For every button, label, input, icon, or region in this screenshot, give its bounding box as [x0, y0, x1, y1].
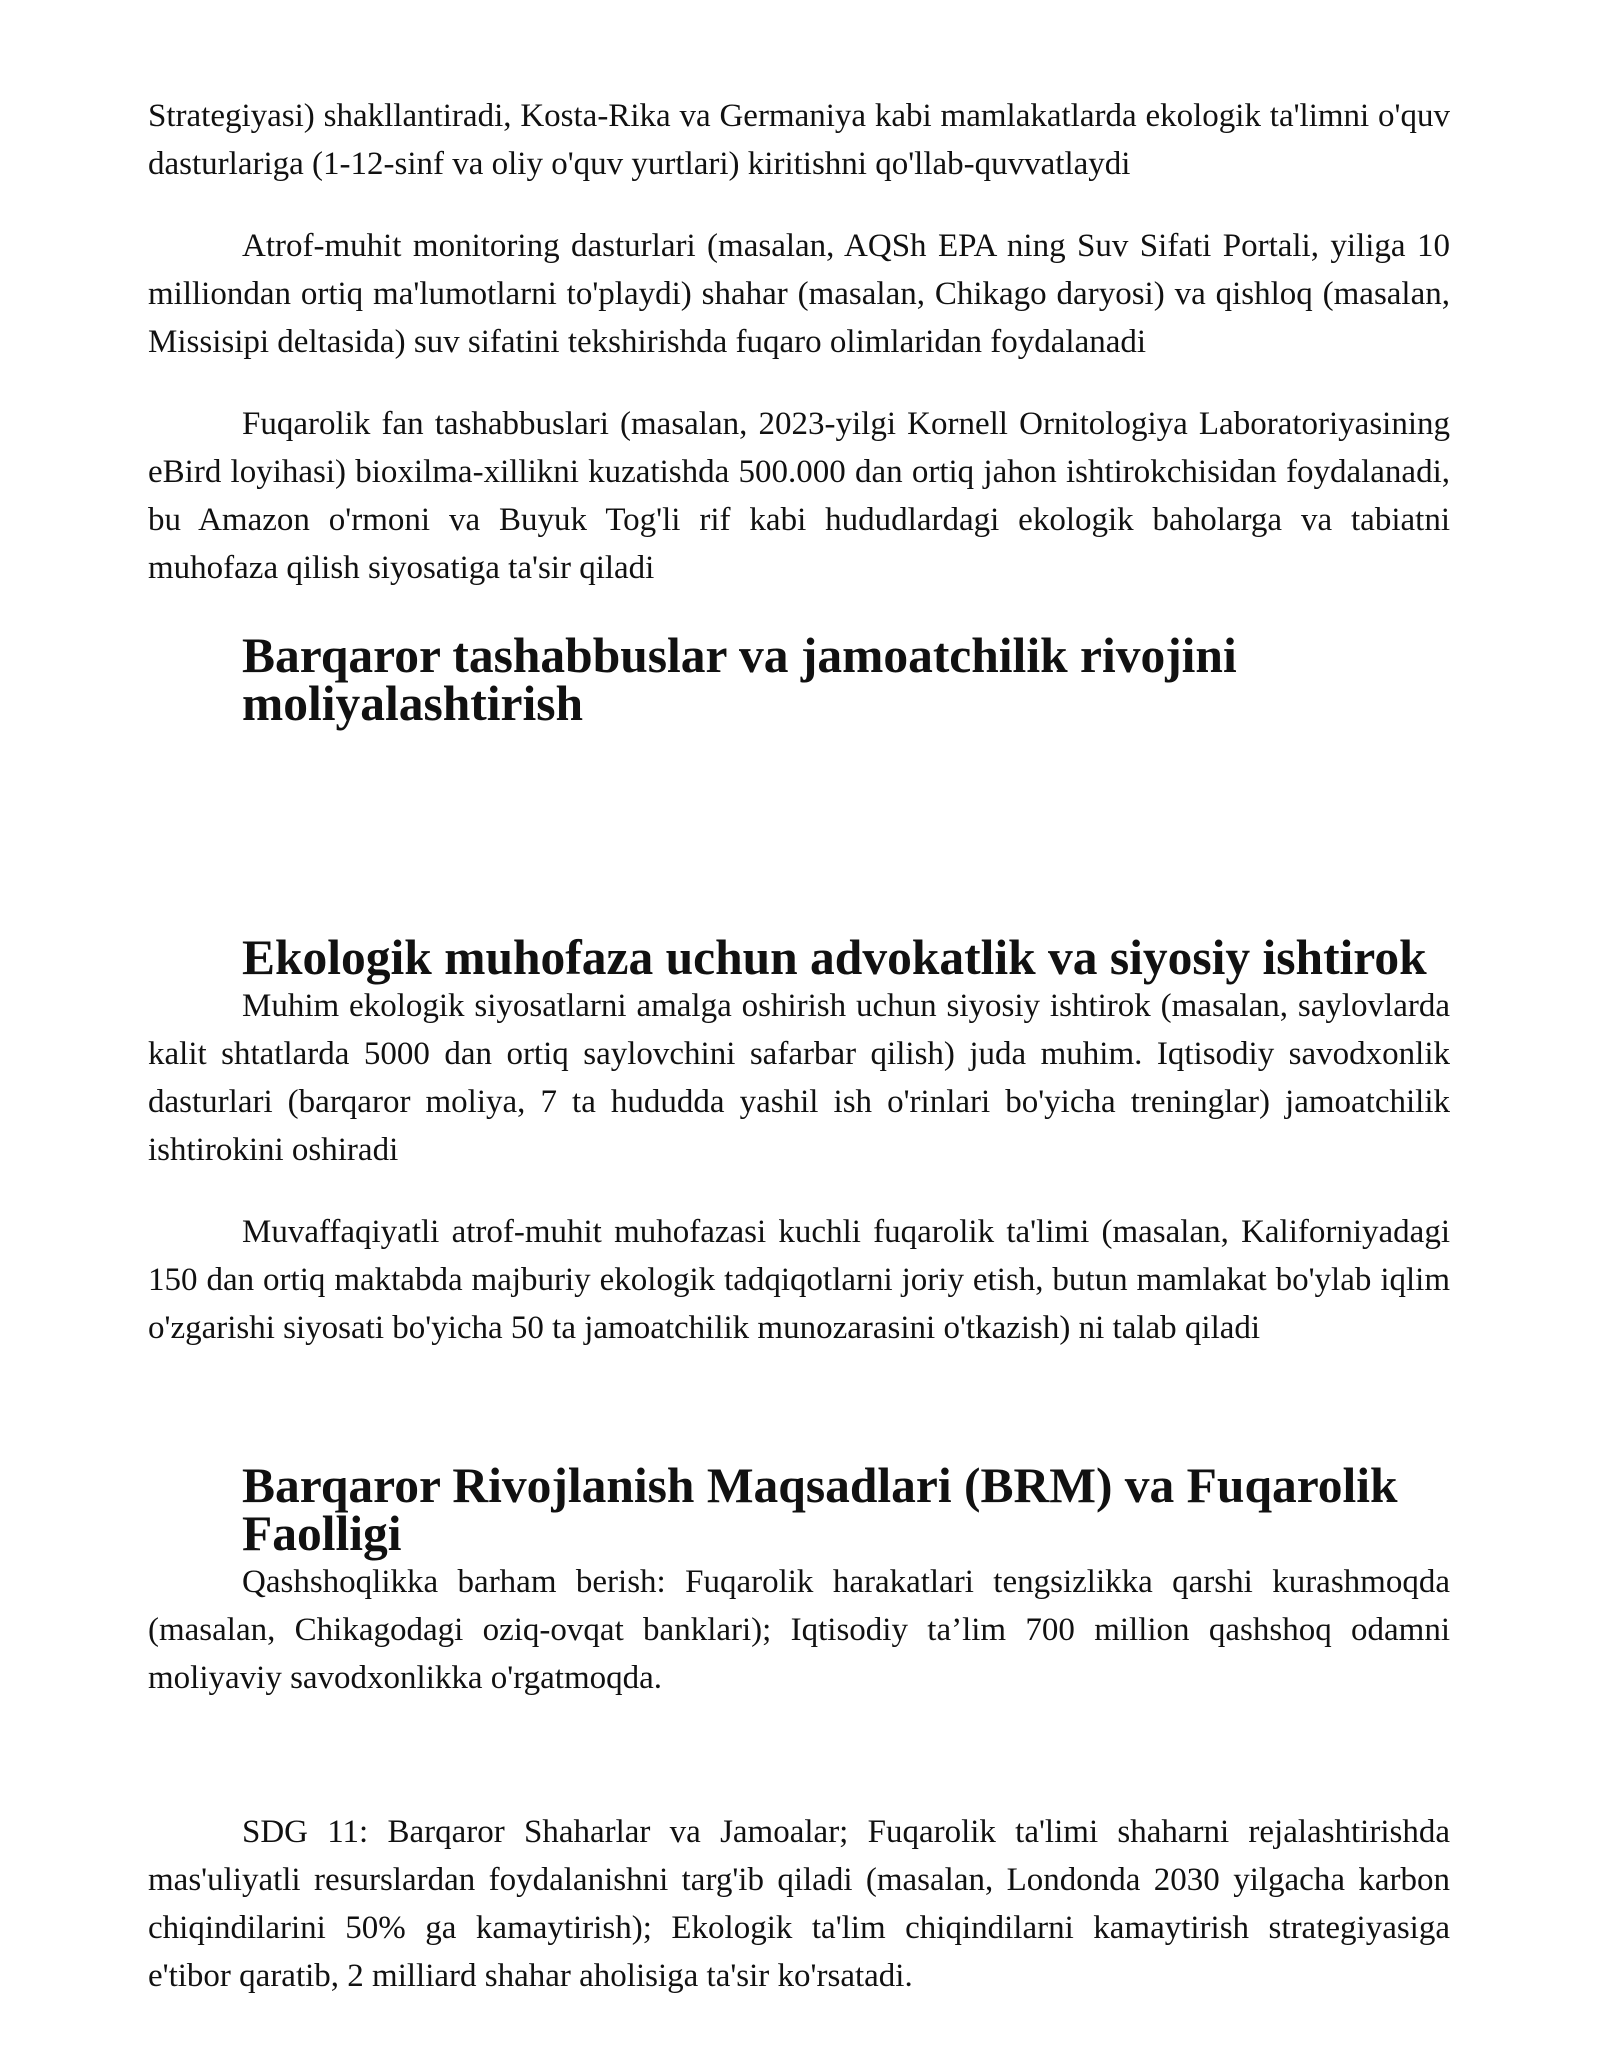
- paragraph-citizen-science: Fuqarolik fan tashabbuslari (masalan, 2023-yilgi Kornell Ornitologiya Laboratoriyasining eBird loyihasi) bioxilma-xillikni kuzatishda 500.000 dan ortiq jahon ishtirokchisidan foydalanadi, bu Amazon o'rmoni va Buyuk Tog'li rif kabi hududlardagi ekologik baholarga va tabiatni muhofaza qilish siyosatiga ta'sir qiladi: [148, 406, 1450, 586]
- paragraph-spacer: [148, 592, 1450, 632]
- document-page: [148, 92, 1450, 2000]
- paragraph-political-participation: Muhim ekologik siyosatlarni amalga oshirish uchun siyosiy ishtirok (masalan, saylovlarda kalit shtatlarda 5000 dan ortiq saylovchini safarbar qilish) juda muhim. Iqtisodiy savodxonlik dasturlari (barqaror moliya, 7 ta hududda yashil ish o'rinlari bo'yicha treninglar) jamoatchilik ishtirokini oshiradi: [148, 988, 1450, 1168]
- heading-sdg: Barqaror Rivojlanish Maqsadlari (BRM) va Fuqarolik Faolligi: [242, 1458, 1398, 1561]
- paragraph-civic-education: Muvaffaqiyatli atrof-muhit muhofazasi kuchli fuqarolik ta'limi (masalan, Kaliforniyadagi 150 dan ortiq maktabda majburiy ekologik tadqiqotlarni joriy etish, butun mamlakat bo'ylab iqlim o'zgarishi siyosati bo'yicha 50 ta jamoatchilik munozarasini o'tkazish) ni talab qiladi: [148, 1214, 1450, 1346]
- section-spacer: [148, 1702, 1450, 1808]
- heading-funding: Barqaror tashabbuslar va jamoatchilik rivojini moliyalashtirish: [242, 628, 1237, 731]
- paragraph-sdg-11: SDG 11: Barqaror Shaharlar va Jamoalar; Fuqarolik ta'limi shaharni rejalashtirishda mas'uliyatli resurslardan foydalanishni targ'ib qiladi (masalan, Londonda 2030 yilgacha karbon chiqindilarini 50% ga kamaytirish); Ekologik ta'lim chiqindilarni kamaytirish strategiyasiga e'tibor qaratib, 2 milliard shahar aholisiga ta'sir ko'rsatadi.: [148, 1814, 1450, 1994]
- paragraph-strategy-continuation: Strategiyasi) shakllantiradi, Kosta-Rika va Germaniya kabi mamlakatlarda ekologik ta'limni o'quv dasturlariga (1-12-sinf va oliy o'quv yurtlari) kiritishni qo'llab-quvvatlaydi: [148, 98, 1450, 182]
- paragraph-spacer: [148, 1174, 1450, 1208]
- heading-advocacy: Ekologik muhofaza uchun advokatlik va siyosiy ishtirok: [242, 930, 1427, 985]
- paragraph-spacer: [148, 188, 1450, 222]
- section-spacer: [148, 1352, 1450, 1462]
- paragraph-poverty: Qashshoqlikka barham berish: Fuqarolik harakatlari tengsizlikka qarshi kurashmoqda (masalan, Chikagodagi oziq-ovqat banklari); Iqtisodiy ta’lim 700 million qashshoq odamni moliyaviy savodxonlikka o'rgatmoqda.: [148, 1564, 1450, 1696]
- section-spacer: [148, 728, 1450, 934]
- paragraph-spacer: [148, 366, 1450, 400]
- paragraph-environmental-monitoring: Atrof-muhit monitoring dasturlari (masalan, AQSh EPA ning Suv Sifati Portali, yiliga 10 milliondan ortiq ma'lumotlarni to'playdi) shahar (masalan, Chikago daryosi) va qishloq (masalan, Missisipi deltasida) suv sifatini tekshirishda fuqaro olimlaridan foydalanadi: [148, 228, 1450, 360]
